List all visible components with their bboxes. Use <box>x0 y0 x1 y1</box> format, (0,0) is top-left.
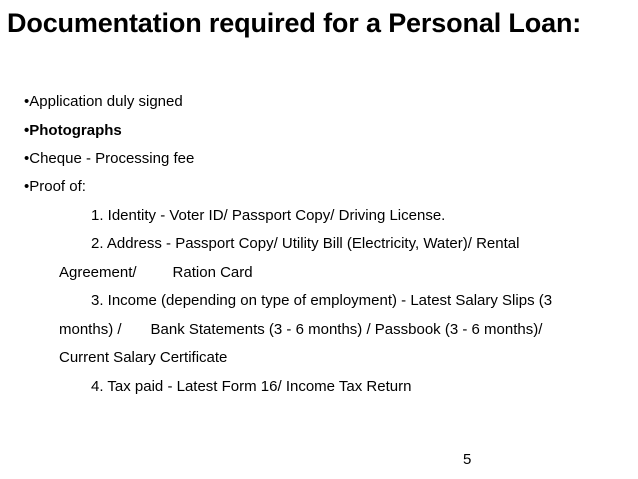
proof-income-cont-a: months) / <box>59 321 122 338</box>
proof-income: 3. Income (depending on type of employment) - Latest Salary Slips (3 <box>91 292 553 309</box>
proof-address-cont-b: Ration Card <box>172 264 253 281</box>
bullet-proof-of: •Proof of: <box>24 178 86 195</box>
proof-income-cont-b: Bank Statements (3 - 6 months) / Passbook (3 - 6 months)/ <box>150 321 543 338</box>
proof-income-continued <box>59 321 542 339</box>
slide-title: Documentation required for a Personal Loan: <box>7 8 582 38</box>
bullet-application: •Application duly signed <box>24 93 183 110</box>
proof-tax: 4. Tax paid - Latest Form 16/ Income Tax Return <box>91 378 412 395</box>
proof-address-cont-a: Agreement/ <box>59 264 137 281</box>
proof-identity: 1. Identity - Voter ID/ Passport Copy/ Driving License. <box>91 207 446 224</box>
proof-income-cont-c: Current Salary Certificate <box>59 349 228 366</box>
bullet-cheque: •Cheque - Processing fee <box>24 150 195 167</box>
proof-address: 2. Address - Passport Copy/ Utility Bill (Electricity, Water)/ Rental <box>91 235 520 252</box>
bullet-photographs: •Photographs <box>24 122 122 139</box>
proof-address-continued <box>59 264 253 282</box>
page-number: 5 <box>463 451 472 468</box>
